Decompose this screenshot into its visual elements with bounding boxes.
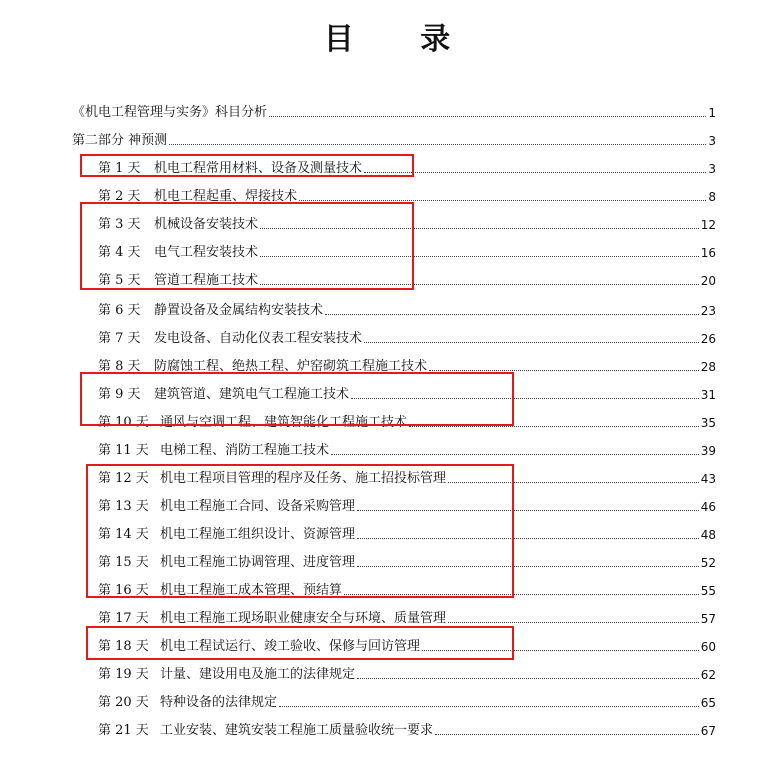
toc-entry[interactable] xyxy=(98,438,716,458)
toc-entry[interactable] xyxy=(98,298,716,318)
toc-entry-label: 第二部分 神预测 xyxy=(72,133,168,148)
toc-page-number: 46 xyxy=(700,500,716,514)
toc-entry-day: 第 18 天 xyxy=(98,639,149,654)
toc-entry-day: 第 11 天 xyxy=(98,443,149,458)
toc-entry-day: 第 19 天 xyxy=(98,667,149,682)
toc-entry-title: 机电工程施工现场职业健康安全与环境、质量管理 xyxy=(160,611,447,626)
toc-entry-day: 第 13 天 xyxy=(98,499,149,514)
toc-entry-title: 机电工程常用材料、设备及测量技术 xyxy=(154,161,363,176)
toc-entry-title: 静置设备及金属结构安装技术 xyxy=(154,303,324,318)
toc-page-number: 55 xyxy=(700,584,716,598)
toc-leader-dots xyxy=(169,143,706,145)
toc-entry-label xyxy=(98,724,433,738)
toc-entry-label xyxy=(98,668,355,682)
toc-entry-label: 《机电工程管理与实务》科目分析 xyxy=(72,105,268,120)
toc-entry-day: 第 15 天 xyxy=(98,555,149,570)
toc-entry-title: 建筑管道、建筑电气工程施工技术 xyxy=(154,387,350,402)
toc-entry-day: 第 1 天 xyxy=(98,161,141,176)
toc-entry-day: 第 9 天 xyxy=(98,387,141,402)
toc-entry-title: 防腐蚀工程、绝热工程、炉窑砌筑工程施工技术 xyxy=(154,359,428,374)
toc-entry-day: 第 3 天 xyxy=(98,217,141,232)
toc-entry-title: 工业安装、建筑安装工程施工质量验收统一要求 xyxy=(160,723,434,738)
toc-entry[interactable] xyxy=(98,326,716,346)
toc-entry-title: 特种设备的法律规定 xyxy=(160,695,278,710)
highlight-box-day1 xyxy=(80,154,414,177)
toc-entry-title: 管道工程施工技术 xyxy=(154,273,259,288)
toc-leader-dots xyxy=(448,621,699,623)
toc-entry-title: 电气工程安装技术 xyxy=(154,245,259,260)
toc-entry[interactable] xyxy=(98,690,716,710)
toc-entry-title: 机电工程施工组织设计、资源管理 xyxy=(160,527,356,542)
toc-page-number: 26 xyxy=(700,332,716,346)
toc-entry[interactable] xyxy=(98,606,716,626)
page-title: 目 录 xyxy=(323,22,479,57)
toc-leader-dots xyxy=(279,705,699,707)
toc-page-number: 39 xyxy=(700,444,716,458)
toc-entry-title: 机电工程施工协调管理、进度管理 xyxy=(160,555,356,570)
toc-entry[interactable] xyxy=(98,662,716,682)
toc-entry-title: 发电设备、自动化仪表工程安装技术 xyxy=(154,331,363,346)
toc-page-number: 57 xyxy=(700,612,716,626)
toc-entry[interactable] xyxy=(98,718,716,738)
highlight-box-day9-10 xyxy=(80,372,514,426)
toc-page-number: 60 xyxy=(700,640,716,654)
toc-entry-title: 机电工程试运行、竣工验收、保修与回访管理 xyxy=(160,639,421,654)
toc-entry-label xyxy=(98,332,362,346)
toc-entry-day: 第 10 天 xyxy=(98,415,149,430)
toc-entry[interactable] xyxy=(72,128,716,148)
toc-page-number: 28 xyxy=(700,360,716,374)
toc-entry-label xyxy=(98,444,329,458)
toc-page-number: 65 xyxy=(700,696,716,710)
toc-leader-dots xyxy=(435,733,699,735)
toc-entry-title: 通风与空调工程、建筑智能化工程施工技术 xyxy=(160,415,408,430)
toc-entry[interactable] xyxy=(72,100,716,120)
toc-entry-title: 电梯工程、消防工程施工技术 xyxy=(160,443,330,458)
toc-page-number: 31 xyxy=(700,388,716,402)
toc-entry-title: 机械设备安装技术 xyxy=(154,217,259,232)
toc-entry-label xyxy=(98,612,446,626)
toc-entry-day: 第 16 天 xyxy=(98,583,149,598)
toc-entry-title: 机电工程施工合同、设备采购管理 xyxy=(160,499,356,514)
toc-entry-title: 机电工程项目管理的程序及任务、施工招投标管理 xyxy=(160,471,447,486)
toc-page-number: 48 xyxy=(700,528,716,542)
toc-leader-dots xyxy=(331,453,699,455)
highlight-box-day3-5 xyxy=(80,202,414,290)
toc-leader-dots xyxy=(364,171,706,173)
toc-page-number: 52 xyxy=(700,556,716,570)
toc-page-number: 3 xyxy=(708,134,716,148)
highlight-box-day18 xyxy=(86,626,514,660)
toc-leader-dots xyxy=(325,313,699,315)
toc-leader-dots xyxy=(357,677,699,679)
toc-entry-day: 第 2 天 xyxy=(98,189,141,204)
toc-entry-title: 计量、建设用电及施工的法律规定 xyxy=(160,667,356,682)
toc-page-number: 8 xyxy=(708,190,716,204)
toc-entry-day: 第 4 天 xyxy=(98,245,141,260)
toc-entry-day: 第 12 天 xyxy=(98,471,149,486)
toc-entry-day: 第 7 天 xyxy=(98,331,141,346)
toc-entry-label xyxy=(98,304,323,318)
toc-page-number: 16 xyxy=(700,246,716,260)
toc-entry-day: 第 6 天 xyxy=(98,303,141,318)
highlight-box-day12-16 xyxy=(86,464,514,598)
toc-entry-day: 第 14 天 xyxy=(98,527,149,542)
toc-page-number: 62 xyxy=(700,668,716,682)
toc-entry[interactable] xyxy=(98,184,716,204)
toc-entry-day: 第 5 天 xyxy=(98,273,141,288)
toc-page-number: 20 xyxy=(700,274,716,288)
toc-page-number: 3 xyxy=(708,162,716,176)
toc-entry-day: 第 8 天 xyxy=(98,359,141,374)
toc-page-number: 43 xyxy=(700,472,716,486)
toc-entry-title: 机电工程起重、焊接技术 xyxy=(154,189,298,204)
toc-entry[interactable] xyxy=(98,354,716,374)
toc-leader-dots xyxy=(364,341,699,343)
toc-page-number: 35 xyxy=(700,416,716,430)
toc-entry-title: 机电工程施工成本管理、预结算 xyxy=(160,583,343,598)
toc-entry-day: 第 21 天 xyxy=(98,723,149,738)
toc-entry-day: 第 20 天 xyxy=(98,695,149,710)
toc-page-number: 12 xyxy=(700,218,716,232)
toc-entry-day: 第 17 天 xyxy=(98,611,149,626)
toc-page-number: 1 xyxy=(708,106,716,120)
toc-entry-label xyxy=(98,696,277,710)
toc-page-number: 67 xyxy=(700,724,716,738)
toc-leader-dots xyxy=(429,369,699,371)
toc-leader-dots xyxy=(269,115,706,117)
toc-page-number: 23 xyxy=(700,304,716,318)
toc-leader-dots xyxy=(299,199,706,201)
